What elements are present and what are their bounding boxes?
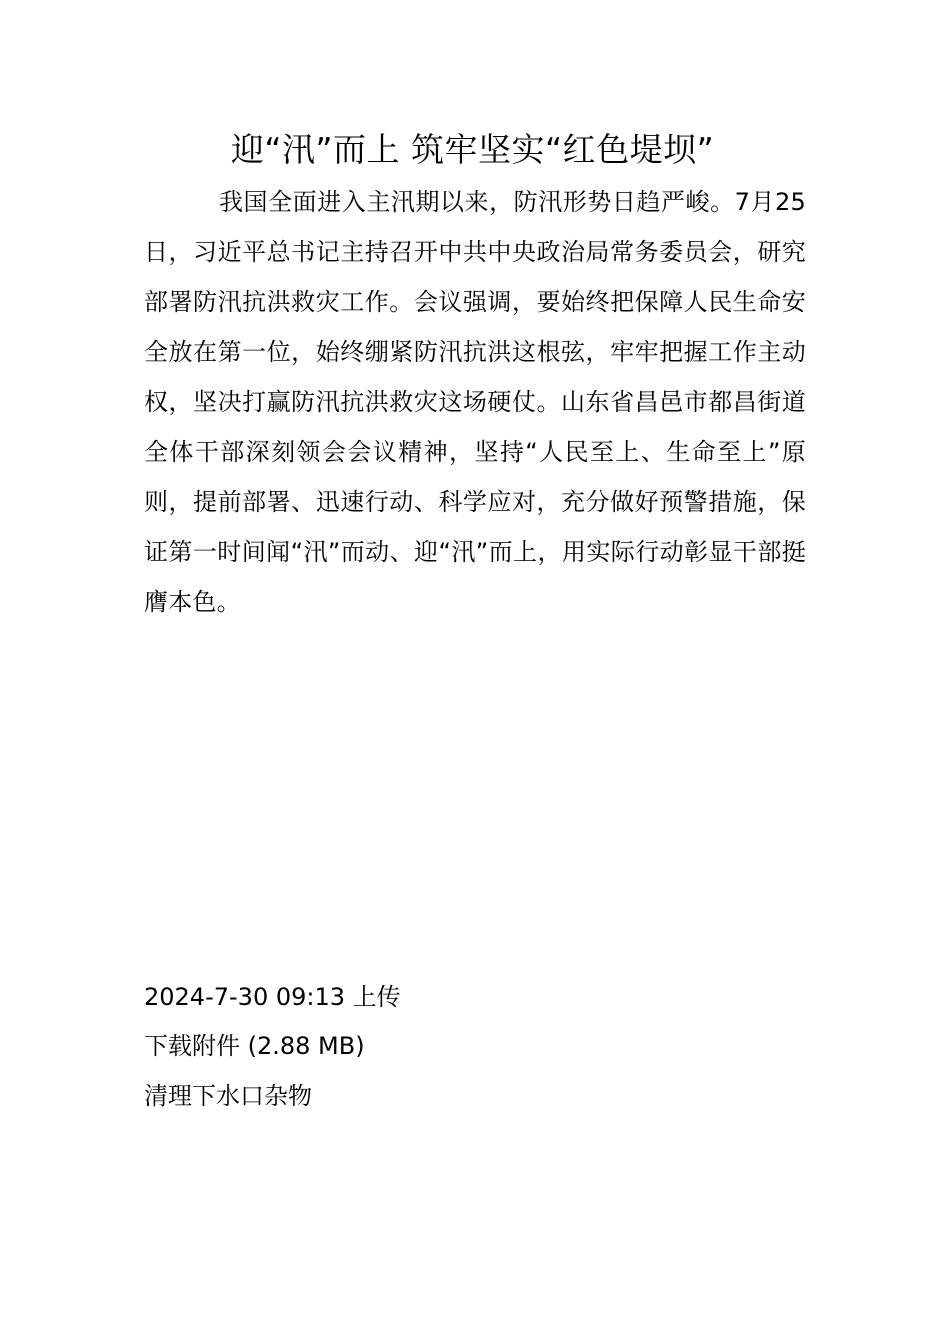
upload-timestamp: 2024-7-30 09:13 上传 <box>144 983 401 1011</box>
document-title: 迎“汛”而上 筑牢坚实“红色堤坝” <box>230 130 715 169</box>
attachment-caption: 清理下水口杂物 <box>144 1082 312 1110</box>
document-paragraph: 我国全面进入主汛期以来，防汛形势日趋严峻。7月25日，习近平总书记主持召开中共中央政治局常务委员会，研究部署防汛抗洪救灾工作。会议强调，要始终把保障人民生命安全放在第一位，始终绷紧防汛抗洪这根弦，牢牢把握工作主动权，坚决打赢防汛抗洪救灾这场硬仗。山东省昌邑市都昌街道全体干部深刻领会会议精神，坚持“人民至上、生命至上”原则，提前部署、迅速行动、科学应对，充分做好预警措施，保证第一时间闻“汛”而动、迎“汛”而上，用实际行动彰显干部挺膺本色。 <box>144 188 806 616</box>
download-attachment-link[interactable]: 下载附件 (2.88 MB) <box>144 1032 365 1060</box>
